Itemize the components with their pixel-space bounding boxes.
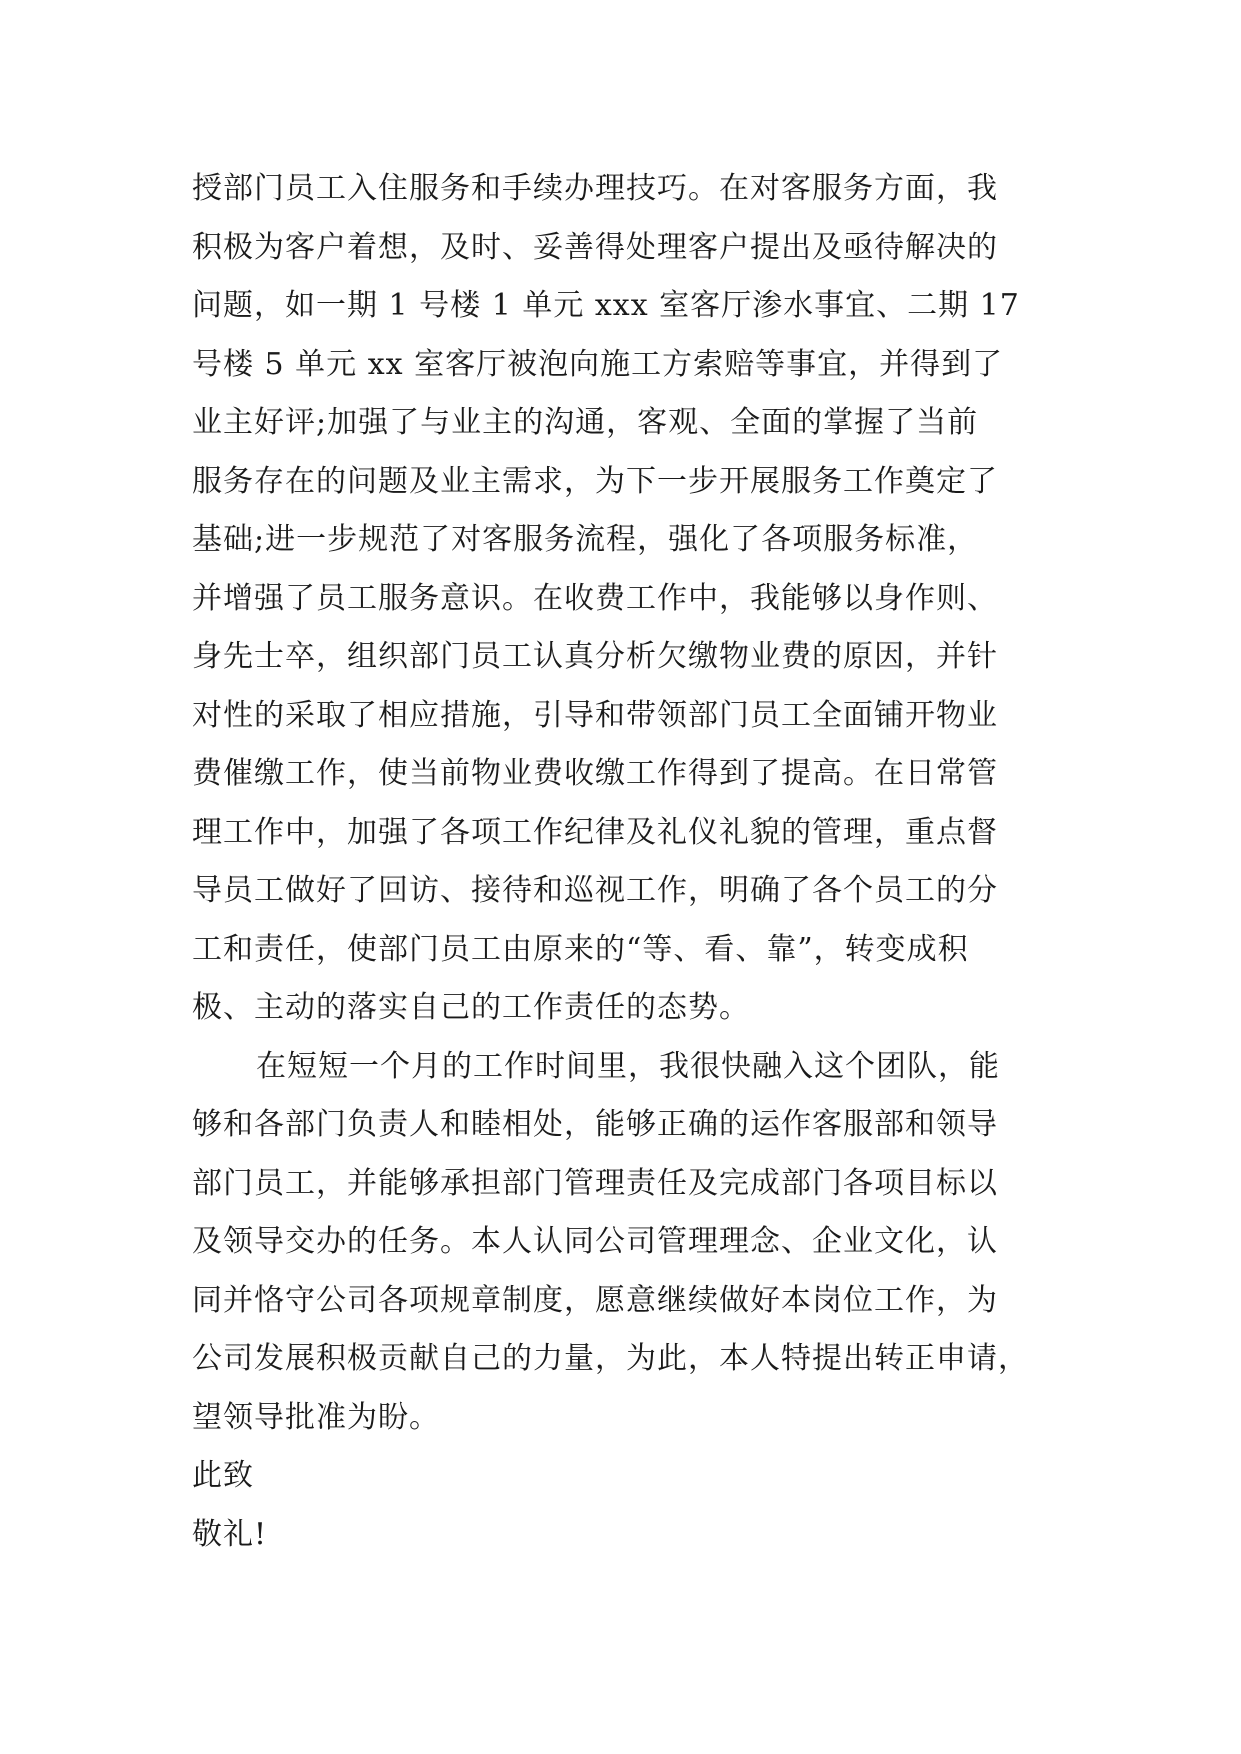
closing-regards: 敬礼! (192, 1516, 268, 1552)
text-line: 并增强了员工服务意识。在收费工作中，我能够以身作则、 (192, 580, 998, 616)
paragraph-1 (192, 160, 1060, 1038)
text-line: 望领导批准为盼。 (192, 1399, 440, 1435)
text-line: 导员工做好了回访、接待和巡视工作，明确了各个员工的分 (192, 873, 998, 908)
text-line: 对性的采取了相应措施，引导和带领部门员工全面铺开物业 (192, 697, 998, 733)
text-line: 及领导交办的任务。本人认同公司管理理念、企业文化，认 (192, 1224, 998, 1259)
text-line: 业主好评;加强了与业主的沟通，客观、全面的掌握了当前 (192, 405, 979, 440)
text-line: 问题，如一期 1 号楼 1 单元 xxx 室客厅渗水事宜、二期 17 (192, 288, 1020, 323)
paragraph-2 (192, 1038, 1060, 1448)
text-line: 号楼 5 单元 xx 室客厅被泡向施工方索赔等事宜，并得到了 (192, 346, 1004, 382)
text-line: 极、主动的落实自己的工作责任的态势。 (192, 990, 750, 1025)
text-line: 服务存在的问题及业主需求，为下一步开展服务工作奠定了 (192, 463, 998, 499)
text-line: 在短短一个月的工作时间里，我很快融入这个团队，能 (256, 1048, 1000, 1084)
text-line: 部门员工，并能够承担部门管理责任及完成部门各项目标以 (192, 1165, 998, 1201)
text-line: 身先士卒，组织部门员工认真分析欠缴物业费的原因，并针 (192, 639, 998, 674)
text-line: 工和责任，使部门员工由原来的“等、看、靠”，转变成积 (192, 931, 969, 967)
text-line: 授部门员工入住服务和手续办理技巧。在对客服务方面，我 (192, 171, 998, 206)
text-line: 基础;进一步规范了对客服务流程，强化了各项服务标准， (192, 522, 979, 557)
text-line: 够和各部门负责人和睦相处，能够正确的运作客服部和领导 (192, 1107, 998, 1142)
text-line: 理工作中，加强了各项工作纪律及礼仪礼貌的管理，重点督 (192, 814, 998, 850)
text-line: 同并恪守公司各项规章制度，愿意继续做好本岗位工作，为 (192, 1282, 998, 1318)
text-line: 公司发展积极贡献自己的力量，为此，本人特提出转正申请， (192, 1341, 1029, 1376)
text-line: 积极为客户着想，及时、妥善得处理客户提出及亟待解决的 (192, 229, 998, 265)
text-line: 费催缴工作，使当前物业费收缴工作得到了提高。在日常管 (192, 756, 998, 791)
closing-salutation: 此致 (192, 1458, 254, 1493)
document-body (192, 160, 1060, 1564)
